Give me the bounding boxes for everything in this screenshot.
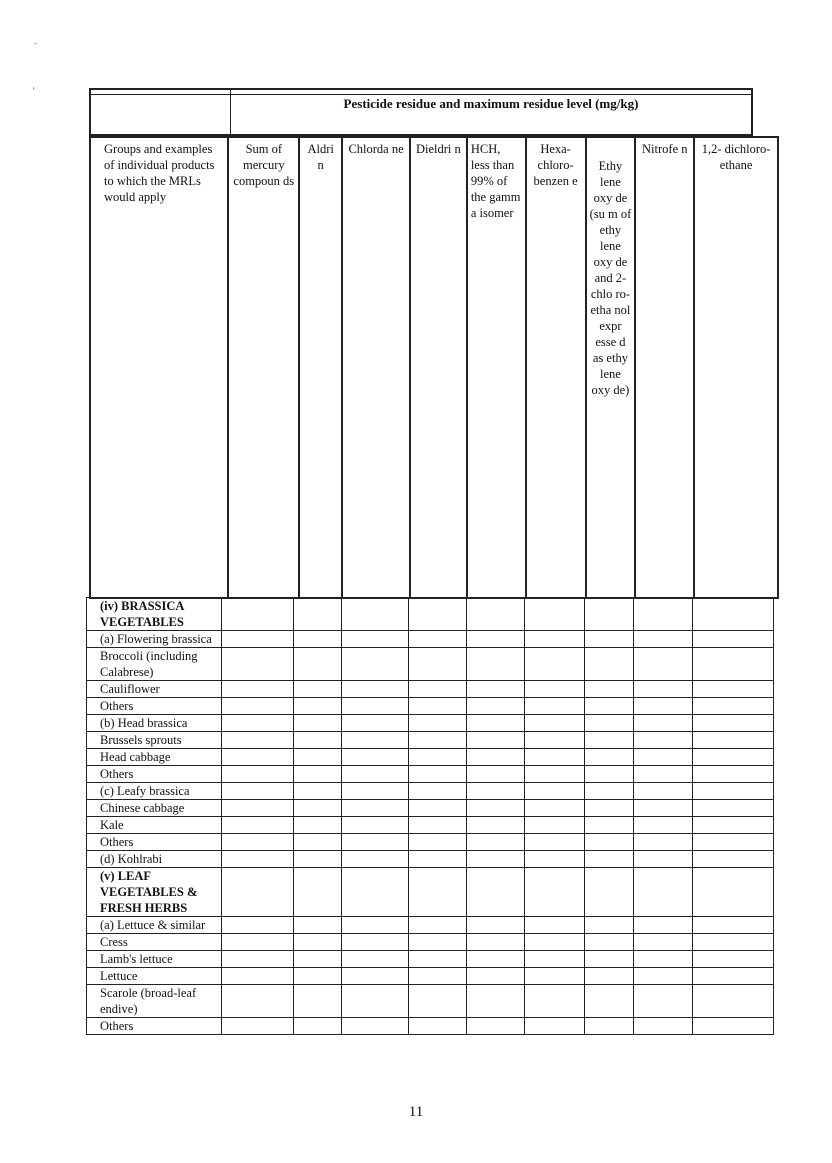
empty-value-cell — [692, 834, 773, 851]
empty-value-cell — [525, 968, 584, 985]
empty-value-cell — [584, 934, 634, 951]
header-groups: Groups and examples of individual products to which the MRLs would apply — [90, 137, 228, 598]
table-title-band — [89, 88, 753, 136]
empty-value-cell — [409, 598, 467, 631]
empty-value-cell — [409, 681, 467, 698]
table-row — [87, 851, 774, 868]
empty-value-cell — [221, 868, 293, 917]
empty-value-cell — [634, 648, 693, 681]
empty-value-cell — [221, 851, 293, 868]
empty-value-cell — [294, 851, 342, 868]
empty-value-cell — [634, 968, 693, 985]
empty-value-cell — [584, 598, 634, 631]
empty-value-cell — [221, 715, 293, 732]
header-hch: HCH, less than 99% of the gamm a isomer — [467, 137, 526, 598]
table-row — [87, 715, 774, 732]
empty-value-cell — [525, 1018, 584, 1035]
row-label: Others — [87, 834, 222, 851]
row-label: Brussels sprouts — [87, 732, 222, 749]
empty-value-cell — [584, 715, 634, 732]
row-label: (a) Lettuce & similar — [87, 917, 222, 934]
empty-value-cell — [634, 766, 693, 783]
empty-value-cell — [341, 732, 408, 749]
header-chlordane: Chlorda ne — [342, 137, 410, 598]
table-row — [87, 817, 774, 834]
header-dieldrin: Dieldri n — [410, 137, 467, 598]
empty-value-cell — [341, 598, 408, 631]
empty-value-cell — [466, 749, 525, 766]
empty-value-cell — [294, 934, 342, 951]
empty-value-cell — [409, 834, 467, 851]
empty-value-cell — [294, 698, 342, 715]
empty-value-cell — [466, 648, 525, 681]
row-label: (d) Kohlrabi — [87, 851, 222, 868]
table-row — [87, 985, 774, 1018]
empty-value-cell — [341, 968, 408, 985]
empty-value-cell — [525, 631, 584, 648]
empty-value-cell — [409, 868, 467, 917]
empty-value-cell — [525, 934, 584, 951]
empty-value-cell — [221, 917, 293, 934]
empty-value-cell — [409, 817, 467, 834]
empty-value-cell — [294, 783, 342, 800]
empty-value-cell — [341, 868, 408, 917]
empty-value-cell — [341, 817, 408, 834]
empty-value-cell — [584, 732, 634, 749]
empty-value-cell — [634, 732, 693, 749]
empty-value-cell — [409, 968, 467, 985]
residue-rows-table — [86, 597, 774, 1035]
row-label: Cauliflower — [87, 681, 222, 698]
empty-value-cell — [584, 800, 634, 817]
empty-value-cell — [525, 698, 584, 715]
row-label: (a) Flowering brassica — [87, 631, 222, 648]
empty-value-cell — [525, 766, 584, 783]
empty-value-cell — [466, 766, 525, 783]
empty-value-cell — [221, 934, 293, 951]
empty-value-cell — [294, 598, 342, 631]
row-label: Others — [87, 766, 222, 783]
row-label: (iv) BRASSICA VEGETABLES — [87, 598, 222, 631]
empty-value-cell — [466, 631, 525, 648]
empty-value-cell — [692, 917, 773, 934]
empty-value-cell — [466, 783, 525, 800]
empty-value-cell — [525, 749, 584, 766]
empty-value-cell — [409, 766, 467, 783]
empty-value-cell — [525, 917, 584, 934]
empty-value-cell — [634, 783, 693, 800]
empty-value-cell — [634, 715, 693, 732]
empty-value-cell — [466, 800, 525, 817]
empty-value-cell — [692, 968, 773, 985]
empty-value-cell — [341, 800, 408, 817]
table-row — [87, 749, 774, 766]
empty-value-cell — [221, 951, 293, 968]
empty-value-cell — [634, 598, 693, 631]
empty-value-cell — [634, 800, 693, 817]
empty-value-cell — [221, 749, 293, 766]
empty-value-cell — [466, 1018, 525, 1035]
empty-value-cell — [294, 968, 342, 985]
table-row — [87, 698, 774, 715]
empty-value-cell — [692, 698, 773, 715]
header-nitrofen: Nitrofe n — [635, 137, 694, 598]
row-label: Others — [87, 698, 222, 715]
empty-value-cell — [341, 951, 408, 968]
empty-value-cell — [692, 749, 773, 766]
empty-value-cell — [294, 766, 342, 783]
empty-value-cell — [409, 631, 467, 648]
empty-value-cell — [221, 698, 293, 715]
row-label: Others — [87, 1018, 222, 1035]
empty-value-cell — [294, 631, 342, 648]
empty-value-cell — [584, 868, 634, 917]
empty-value-cell — [294, 951, 342, 968]
empty-value-cell — [294, 681, 342, 698]
empty-value-cell — [525, 648, 584, 681]
empty-value-cell — [221, 968, 293, 985]
empty-value-cell — [409, 749, 467, 766]
row-label: (v) LEAF VEGETABLES & FRESH HERBS — [87, 868, 222, 917]
table-row — [87, 598, 774, 631]
empty-value-cell — [466, 917, 525, 934]
empty-value-cell — [584, 968, 634, 985]
empty-value-cell — [466, 681, 525, 698]
empty-value-cell — [525, 681, 584, 698]
empty-value-cell — [221, 817, 293, 834]
row-label: Head cabbage — [87, 749, 222, 766]
empty-value-cell — [466, 985, 525, 1018]
empty-value-cell — [525, 951, 584, 968]
empty-value-cell — [634, 934, 693, 951]
empty-value-cell — [584, 834, 634, 851]
empty-value-cell — [525, 783, 584, 800]
empty-value-cell — [692, 766, 773, 783]
empty-value-cell — [466, 732, 525, 749]
header-mercury: Sum of mercury compoun ds — [228, 137, 299, 598]
empty-value-cell — [584, 648, 634, 681]
empty-value-cell — [409, 1018, 467, 1035]
empty-value-cell — [584, 817, 634, 834]
table-row — [87, 783, 774, 800]
scan-speck: ' — [33, 86, 35, 96]
row-label: Lettuce — [87, 968, 222, 985]
empty-value-cell — [634, 985, 693, 1018]
header-hexachlorobenzene: Hexa- chloro- benzen e — [526, 137, 586, 598]
empty-value-cell — [341, 851, 408, 868]
empty-value-cell — [221, 783, 293, 800]
table-row — [87, 1018, 774, 1035]
empty-value-cell — [692, 817, 773, 834]
empty-value-cell — [409, 985, 467, 1018]
empty-value-cell — [584, 783, 634, 800]
empty-value-cell — [409, 917, 467, 934]
empty-value-cell — [294, 1018, 342, 1035]
empty-value-cell — [294, 834, 342, 851]
empty-value-cell — [584, 749, 634, 766]
empty-value-cell — [409, 851, 467, 868]
empty-value-cell — [634, 851, 693, 868]
empty-value-cell — [341, 783, 408, 800]
empty-value-cell — [466, 698, 525, 715]
empty-value-cell — [341, 681, 408, 698]
empty-value-cell — [409, 648, 467, 681]
empty-value-cell — [294, 715, 342, 732]
empty-value-cell — [294, 868, 342, 917]
empty-value-cell — [692, 851, 773, 868]
empty-value-cell — [221, 631, 293, 648]
row-label: (c) Leafy brassica — [87, 783, 222, 800]
empty-value-cell — [466, 715, 525, 732]
empty-value-cell — [692, 732, 773, 749]
table-row — [87, 934, 774, 951]
empty-value-cell — [341, 917, 408, 934]
empty-value-cell — [466, 851, 525, 868]
empty-value-cell — [221, 1018, 293, 1035]
empty-value-cell — [409, 732, 467, 749]
empty-value-cell — [525, 800, 584, 817]
scan-speck: - — [34, 38, 37, 48]
title-spacer-cell — [91, 90, 231, 134]
row-label: Broccoli (including Calabrese) — [87, 648, 222, 681]
table-row — [87, 631, 774, 648]
empty-value-cell — [341, 698, 408, 715]
table-row — [87, 800, 774, 817]
empty-value-cell — [584, 917, 634, 934]
empty-value-cell — [341, 766, 408, 783]
empty-value-cell — [692, 800, 773, 817]
empty-value-cell — [692, 985, 773, 1018]
empty-value-cell — [341, 648, 408, 681]
empty-value-cell — [525, 868, 584, 917]
empty-value-cell — [692, 934, 773, 951]
empty-value-cell — [584, 1018, 634, 1035]
empty-value-cell — [409, 715, 467, 732]
table-row — [87, 834, 774, 851]
empty-value-cell — [341, 985, 408, 1018]
empty-value-cell — [409, 951, 467, 968]
empty-value-cell — [692, 681, 773, 698]
empty-value-cell — [294, 648, 342, 681]
empty-value-cell — [221, 985, 293, 1018]
empty-value-cell — [634, 817, 693, 834]
empty-value-cell — [341, 834, 408, 851]
table-row — [87, 648, 774, 681]
empty-value-cell — [341, 715, 408, 732]
empty-value-cell — [584, 698, 634, 715]
empty-value-cell — [409, 783, 467, 800]
table-row — [87, 681, 774, 698]
empty-value-cell — [409, 800, 467, 817]
empty-value-cell — [341, 934, 408, 951]
empty-value-cell — [692, 868, 773, 917]
empty-value-cell — [634, 951, 693, 968]
table-row — [87, 917, 774, 934]
empty-value-cell — [466, 598, 525, 631]
empty-value-cell — [466, 834, 525, 851]
empty-value-cell — [634, 698, 693, 715]
empty-value-cell — [466, 951, 525, 968]
empty-value-cell — [341, 1018, 408, 1035]
empty-value-cell — [466, 817, 525, 834]
empty-value-cell — [221, 732, 293, 749]
empty-value-cell — [525, 834, 584, 851]
empty-value-cell — [634, 868, 693, 917]
row-label: Cress — [87, 934, 222, 951]
table-row — [87, 766, 774, 783]
empty-value-cell — [294, 917, 342, 934]
empty-value-cell — [341, 631, 408, 648]
empty-value-cell — [584, 951, 634, 968]
column-header-table — [89, 136, 779, 599]
row-label: Lamb's lettuce — [87, 951, 222, 968]
row-label: Scarole (broad-leaf endive) — [87, 985, 222, 1018]
empty-value-cell — [692, 1018, 773, 1035]
table-row — [87, 968, 774, 985]
empty-value-cell — [466, 868, 525, 917]
empty-value-cell — [634, 1018, 693, 1035]
empty-value-cell — [634, 749, 693, 766]
empty-value-cell — [525, 851, 584, 868]
empty-value-cell — [221, 598, 293, 631]
empty-value-cell — [409, 698, 467, 715]
empty-value-cell — [584, 631, 634, 648]
empty-value-cell — [584, 851, 634, 868]
empty-value-cell — [294, 749, 342, 766]
empty-value-cell — [294, 817, 342, 834]
table-row — [87, 732, 774, 749]
row-label: Chinese cabbage — [87, 800, 222, 817]
empty-value-cell — [692, 598, 773, 631]
page-number: 11 — [408, 1104, 424, 1120]
empty-value-cell — [221, 681, 293, 698]
empty-value-cell — [692, 783, 773, 800]
header-ethylene-oxide: Ethy lene oxy de (su m of ethy lene oxy de and 2- chlo ro- etha nol expr esse d as ethy lene oxy de) — [586, 137, 636, 598]
empty-value-cell — [221, 834, 293, 851]
empty-value-cell — [692, 715, 773, 732]
empty-value-cell — [634, 631, 693, 648]
empty-value-cell — [692, 648, 773, 681]
empty-value-cell — [584, 766, 634, 783]
header-dichloroethane: 1,2- dichloro- ethane — [694, 137, 778, 598]
empty-value-cell — [341, 749, 408, 766]
empty-value-cell — [221, 800, 293, 817]
empty-value-cell — [692, 951, 773, 968]
empty-value-cell — [466, 934, 525, 951]
table-row — [87, 868, 774, 917]
empty-value-cell — [634, 681, 693, 698]
empty-value-cell — [634, 917, 693, 934]
empty-value-cell — [294, 985, 342, 1018]
row-label: (b) Head brassica — [87, 715, 222, 732]
header-aldrin: Aldri n — [299, 137, 342, 598]
table-row — [87, 951, 774, 968]
empty-value-cell — [692, 631, 773, 648]
empty-value-cell — [294, 800, 342, 817]
empty-value-cell — [525, 598, 584, 631]
empty-value-cell — [584, 681, 634, 698]
empty-value-cell — [221, 648, 293, 681]
empty-value-cell — [525, 732, 584, 749]
empty-value-cell — [584, 985, 634, 1018]
empty-value-cell — [525, 817, 584, 834]
empty-value-cell — [294, 732, 342, 749]
empty-value-cell — [634, 834, 693, 851]
table-title: Pesticide residue and maximum residue level (mg/kg) — [343, 96, 639, 111]
empty-value-cell — [409, 934, 467, 951]
empty-value-cell — [525, 985, 584, 1018]
empty-value-cell — [525, 715, 584, 732]
row-label: Kale — [87, 817, 222, 834]
empty-value-cell — [221, 766, 293, 783]
empty-value-cell — [466, 968, 525, 985]
